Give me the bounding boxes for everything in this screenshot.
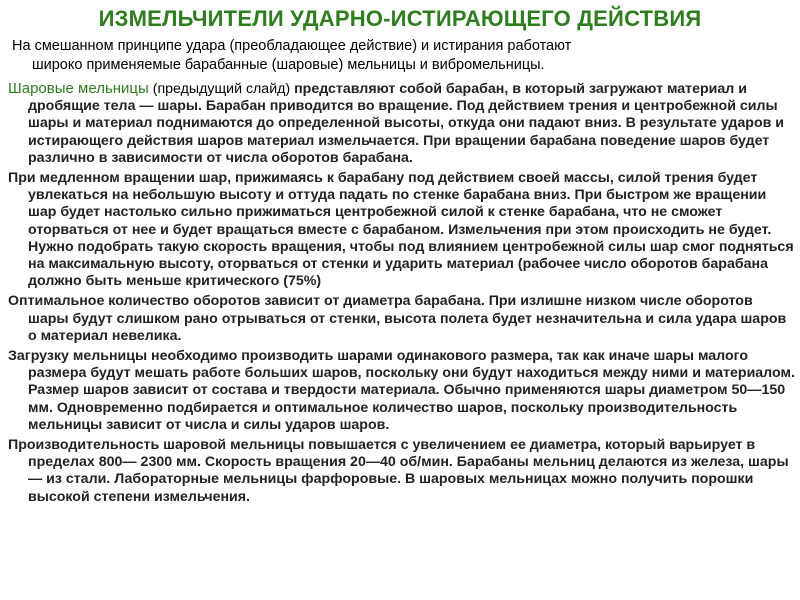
intro-line-2: широко применяемые барабанные (шаровые) мельницы и вибромельницы. xyxy=(32,57,545,73)
intro-line-1: На смешанном принципе удара (преобладающее действие) и истирания работают xyxy=(12,38,572,54)
paragraph-ball-mills-text: представляют собой барабан, в который загружают материал и дробящие тела — шары. Барабан приводится во вращение. Под действием трения и центробежной силы шары и материал поднимаются до определенной высоты, откуда они падают вниз. В результате ударов и истирающего действия шаров материал измельчается. При вращении барабана поведение шаров будет различно в зависимости от числа оборотов барабана. xyxy=(28,81,785,166)
body-text xyxy=(8,80,796,509)
intro-text xyxy=(12,37,792,75)
paragraph-optimal-revolutions: Оптимальное количество оборотов зависит от диаметра барабана. При излишне низком числе оборотов шары будут слишком рано отрываться от стенки, высота полета будет незначительна и сила удара шаров о материал невелика. xyxy=(8,293,787,344)
previous-slide-note: (предыдущий слайд) xyxy=(152,81,291,97)
ball-mills-term: Шаровые мельницы xyxy=(8,80,149,97)
paragraph-ball-mills xyxy=(8,80,796,167)
paragraph-rotation-speed: При медленном вращении шар, прижимаясь к барабану под действием своей массы, силой трения будет увлекаться на небольшую высоту и оттуда падать по стенке барабана вниз. При быстром же вращении шар будет настолько сильно прижиматься центробежной силой к стенке барабана, что не сможет оторваться от нее и будет вращаться вместе с барабаном. Измельчения при этом происходить не будет. Нужно подобрать такую скорость вращения, чтобы под влиянием центробежной силы шар смог подняться на максимальную высоту, оторваться от стенки и ударить материал (рабочее число оборотов барабана должно быть меньше критического (75%) xyxy=(8,170,794,290)
slide-title: ИЗМЕЛЬЧИТЕЛИ УДАРНО-ИСТИРАЮЩЕГО ДЕЙСТВИЯ xyxy=(98,6,702,31)
paragraph-productivity: Производительность шаровой мельницы повышается с увеличением ее диаметра, который варьирует в пределах 800— 2300 мм. Скорость вращения 20—40 об/мин. Барабаны мельниц делаются из железа, шары — из стали. Лабораторные мельницы фарфоровые. В шаровых мельницах можно получить порошки высокой степени измельчения. xyxy=(8,437,789,505)
paragraph-ball-loading: Загрузку мельницы необходимо производить шарами одинакового размера, так как иначе шары малого размера будут мешать работе больших шаров, поскольку они будут находиться между ними и материалом. Размер шаров зависит от состава и твердости материала. Обычно применяются шары диаметром 50—150 мм. Одновременно подбирается и оптимальное количество шаров, поскольку производительность мельницы зависит от числа и силы ударов шаров. xyxy=(8,348,795,433)
